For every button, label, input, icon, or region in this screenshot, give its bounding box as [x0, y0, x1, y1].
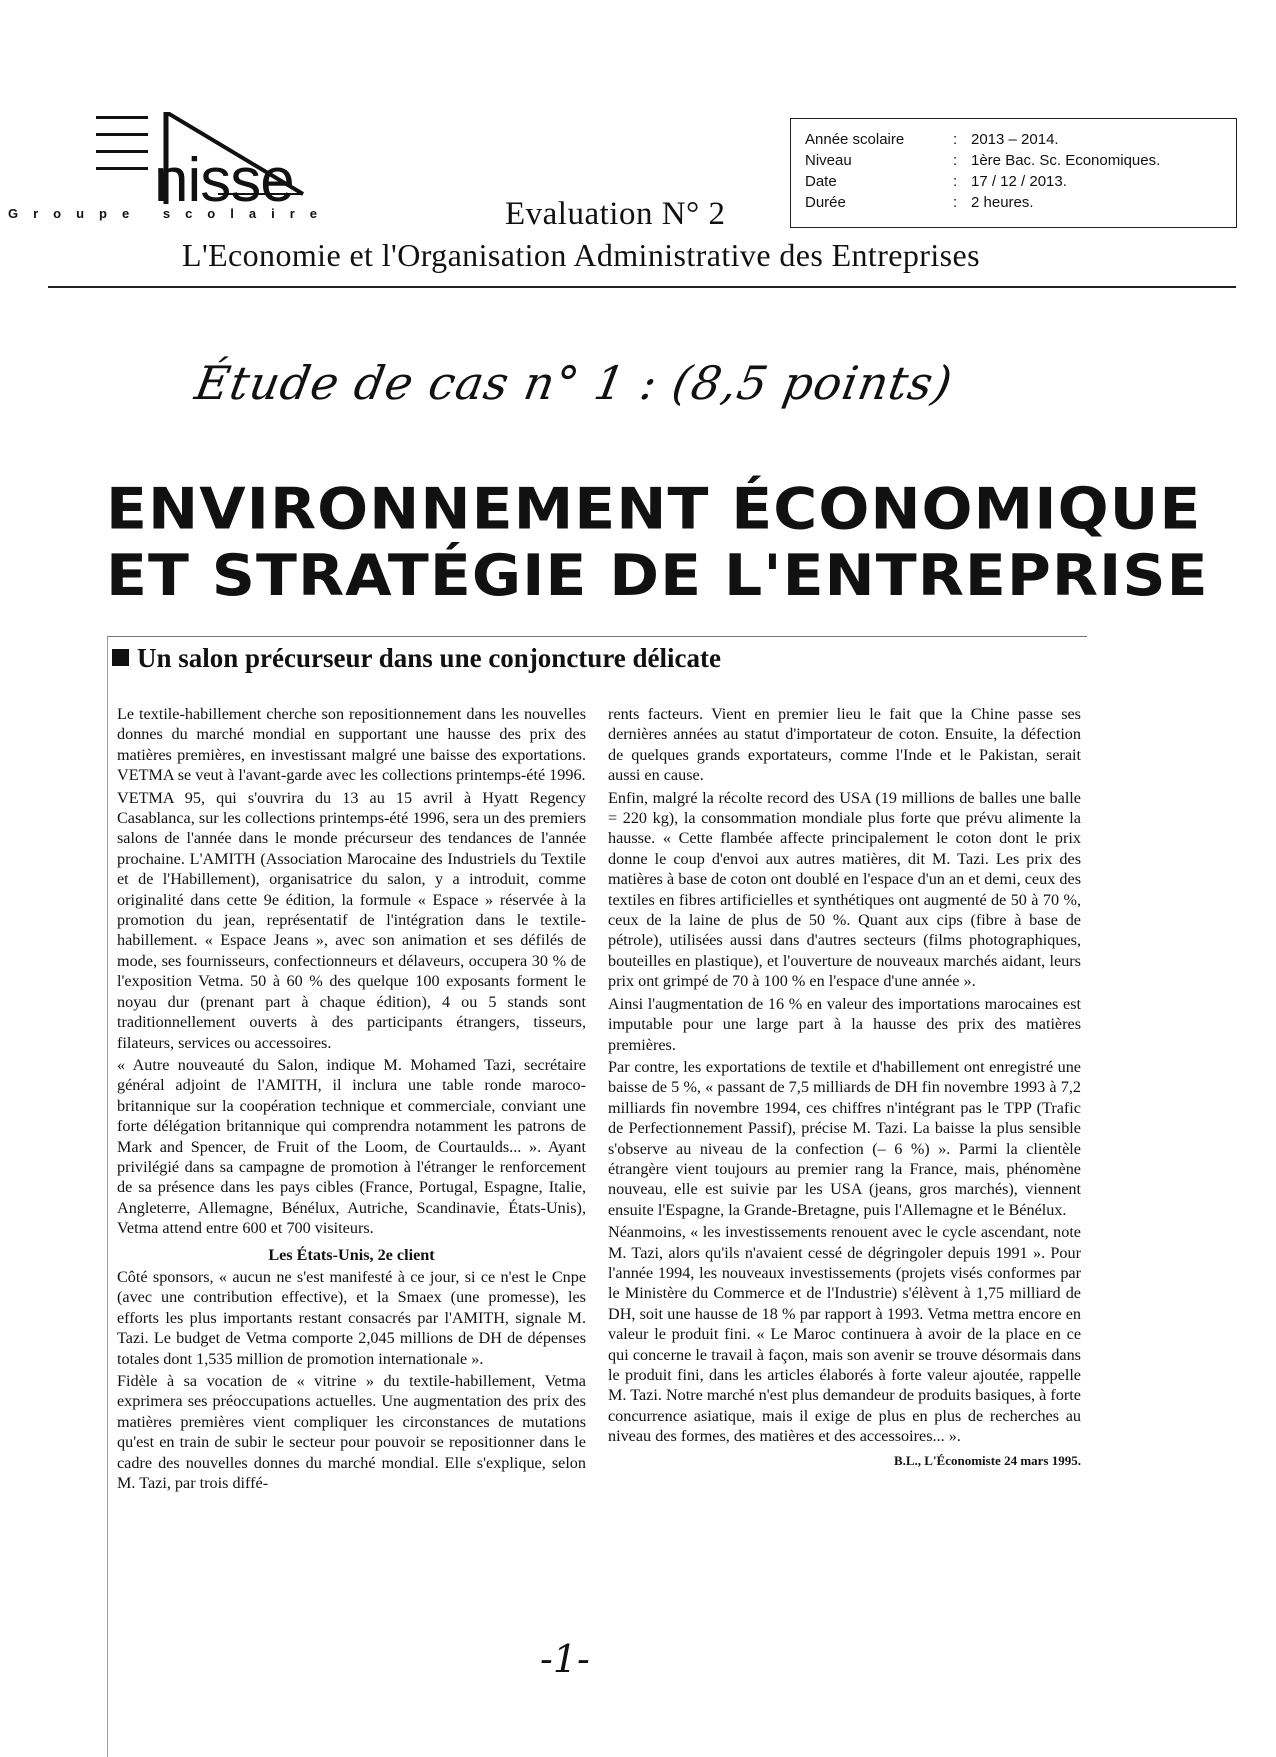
paragraph: Ainsi l'augmentation de 16 % en valeur des importations marocaines est imputable pour une large part à la hausse des prix des matières premières. [608, 994, 1081, 1054]
article-frame-left [107, 636, 108, 1757]
article-headline [106, 476, 1209, 609]
paragraph: Fidèle à sa vocation de « vitrine » du textile-habillement, Vetma exprimera ses préoccupations actuelles. Une augmentation des prix des matières premières vient compliquer les circonstances de mutations qu'est en train de subir le secteur pour pouvoir se repositionner dans le cadre des nouvelles donnes du marché mondial. Elle s'explique, selon M. Tazi, par trois diffé- [117, 1372, 586, 1493]
bullet-square-icon [112, 649, 129, 666]
article-column-left [117, 704, 586, 1493]
headline-line-2: ET STRATÉGIE DE L'ENTREPRISE [106, 542, 1209, 609]
article-subheading: Les États-Unis, 2e client [268, 1245, 435, 1264]
paragraph: Le textile-habillement cherche son repositionnement dans les nouvelles donnes du marché mondial en supportant une hausse des prix des matières premières, en investissant malgré une baisse des exportations. VETMA se veut à l'avant-garde avec les collections printemps-été 1996. [117, 705, 586, 785]
header-divider [48, 286, 1236, 288]
article-frame-top [107, 636, 1087, 637]
info-row: Date : 17 / 12 / 2013. [805, 173, 1067, 190]
page-number: -1- [540, 1637, 590, 1681]
exam-info-box [790, 118, 1237, 228]
logo-wordmark: nisse [154, 146, 294, 215]
info-value: 2013 – 2014. [971, 131, 1059, 148]
info-row: Année scolaire : 2013 – 2014. [805, 131, 1059, 148]
info-label: Année scolaire [805, 131, 905, 148]
headline-line-1: ENVIRONNEMENT ÉCONOMIQUE [106, 476, 1202, 543]
info-label: Date [805, 173, 837, 190]
article-credit: B.L., L'Économiste 24 mars 1995. [893, 1452, 1081, 1468]
logo-subtitle: Groupe scolaire [8, 206, 332, 221]
school-logo [8, 112, 332, 232]
paragraph: « Autre nouveauté du Salon, indique M. Mohamed Tazi, secrétaire général adjoint de l'AMITH, il inclura une table ronde maroco-britannique sur la coopération technique et commerciale, conviant une forte délégation britannique qui comprendra notamment les patrons de Mark and Spencer, de Fruit of the Loom, de Courtaulds... ». Ayant privilégié dans sa campagne de promotion à l'étranger le renforcement de sa présence dans les pays cibles (France, Portugal, Espagne, Italie, Angleterre, Allemagne, Bénélux, Autriche, Scandinavie, États-Unis), Vetma attend entre 600 et 700 visiteurs. [117, 1055, 586, 1238]
paragraph: rents facteurs. Vient en premier lieu le fait que la Chine passe ses dernières années au statut d'importateur de coton. Ensuite, la défection de quelques grands exportateurs, comme l'Inde et le Pakistan, serait aussi en cause. [608, 705, 1081, 785]
paragraph: Par contre, les exportations de textile et d'habillement ont enregistré une baisse de 5 %, « passant de 7,5 milliards de DH fin novembre 1993 à 7,2 milliards fin novembre 1994, ces chiffres n'intégrant pas le TPP (Trafic de Perfectionnement Passif), précise M. Tazi. La baisse la plus sensible s'observe au niveau de la confection (– 6 %) ». Parmi la clientèle étrangère vient toujours au premier rang la France, mais, phénomène nouveau, elle est suivie par les USA (jeans, gros marchés), viennent ensuite l'Espagne, la Grande-Bretagne, puis l'Allemagne et le Bénélux. [608, 1057, 1081, 1219]
info-label: Niveau [805, 152, 852, 169]
article-section-title: Un salon précurseur dans une conjoncture délicate [112, 643, 721, 674]
paragraph: Enfin, malgré la récolte record des USA (19 millions de balles une balle = 220 kg), la consommation mondiale plus forte que prévu alimente la hausse. « Cette flambée affecte principalement le coton dont le prix donne le coup d'envoi aux autres matières, dit M. Tazi. Les prix des matières à base de coton ont doublé en l'espace d'un an et demi, ceux des textiles en fibres artificielles et synthétiques ont augmenté de 50 à 70 %, ceux de la laine de plus de 50 %. Quant aux cips (fibre à base de pétrole), utilisées aussi dans d'autres secteurs (films photographiques, bouteilles en plastique), et l'ouverture de nouveaux marchés aidant, leurs prix ont grimpé de 70 à 100 % en l'espace d'une année ». [608, 788, 1081, 991]
paragraph: VETMA 95, qui s'ouvrira du 13 au 15 avril à Hyatt Regency Casablanca, sur les collections printemps-été 1996, sera un des premiers salons de l'année dans le monde précurseur des tendances de l'année prochaine. L'AMITH (Association Marocaine des Industriels du Textile et de l'Habillement), organisatrice du salon, y a introduit, comme originalité dans cette 9e édition, la formule « Espace » réservée à la promotion du jean, représentatif de l'intégration dans le textile-habillement. « Espace Jeans », avec son animation et ses défilés de mode, ses fournisseurs, confectionneurs et délaveurs, occupera 30 % de l'exposition Vetma. 50 à 60 % des quelque 100 exposants forment le noyau dur (prenant part à chaque édition), 4 ou 5 stands sont traditionnellement ouverts à des participants étrangers, tisseurs, filateurs, services ou accessoires. [117, 788, 586, 1052]
info-value: 2 heures. [971, 194, 1034, 211]
paragraph: Côté sponsors, « aucun ne s'est manifesté à ce jour, si ce n'est le Cnpe (avec une contribution effective), et la Smaex (une promesse), les efforts les plus importants restant consacrés par l'AMITH, signale M. Tazi. Le budget de Vetma comporte 2,045 millions de DH de dépenses totales dont 1,535 million de promotion internationale ». [117, 1267, 586, 1368]
info-row: Durée : 2 heures. [805, 194, 1034, 211]
handwritten-case-label: Étude de cas n° 1 : (8,5 points) [191, 356, 957, 410]
info-row: Niveau : 1ère Bac. Sc. Economiques. [805, 152, 1161, 169]
info-value: 1ère Bac. Sc. Economiques. [971, 152, 1161, 169]
info-label: Durée [805, 194, 846, 211]
article-column-right [608, 704, 1081, 1471]
subject-title: L'Economie et l'Organisation Administrative des Entreprises [182, 237, 980, 273]
evaluation-title: Evaluation N° 2 [505, 196, 726, 232]
info-value: 17 / 12 / 2013. [971, 173, 1067, 190]
paragraph: Néanmoins, « les investissements renouent avec le cycle ascendant, note M. Tazi, alors qu'ils n'avaient cessé de dégringoler depuis 1991 ». Pour l'année 1994, les nouveaux investissements (projets visés conformes par le Ministère du Commerce et de l'Industrie) s'élèvent à 1,75 milliard de DH, soit une hausse de 18 % par rapport à 1993. Vetma mettra encore en valeur le produit fini. « Le Maroc continuera à avoir de la place en ce qui concerne le travail à façon, mais son avenir se trouve désormais dans le produit fini, dans les articles élaborés à forte valeur ajoutée, rappelle M. Tazi. Notre marché n'est plus demandeur de produits basiques, à forte concurrence asiatique, mais il exige de plus en plus de recherches au niveau des formes, des matières et des accessoires... ». [608, 1223, 1081, 1446]
